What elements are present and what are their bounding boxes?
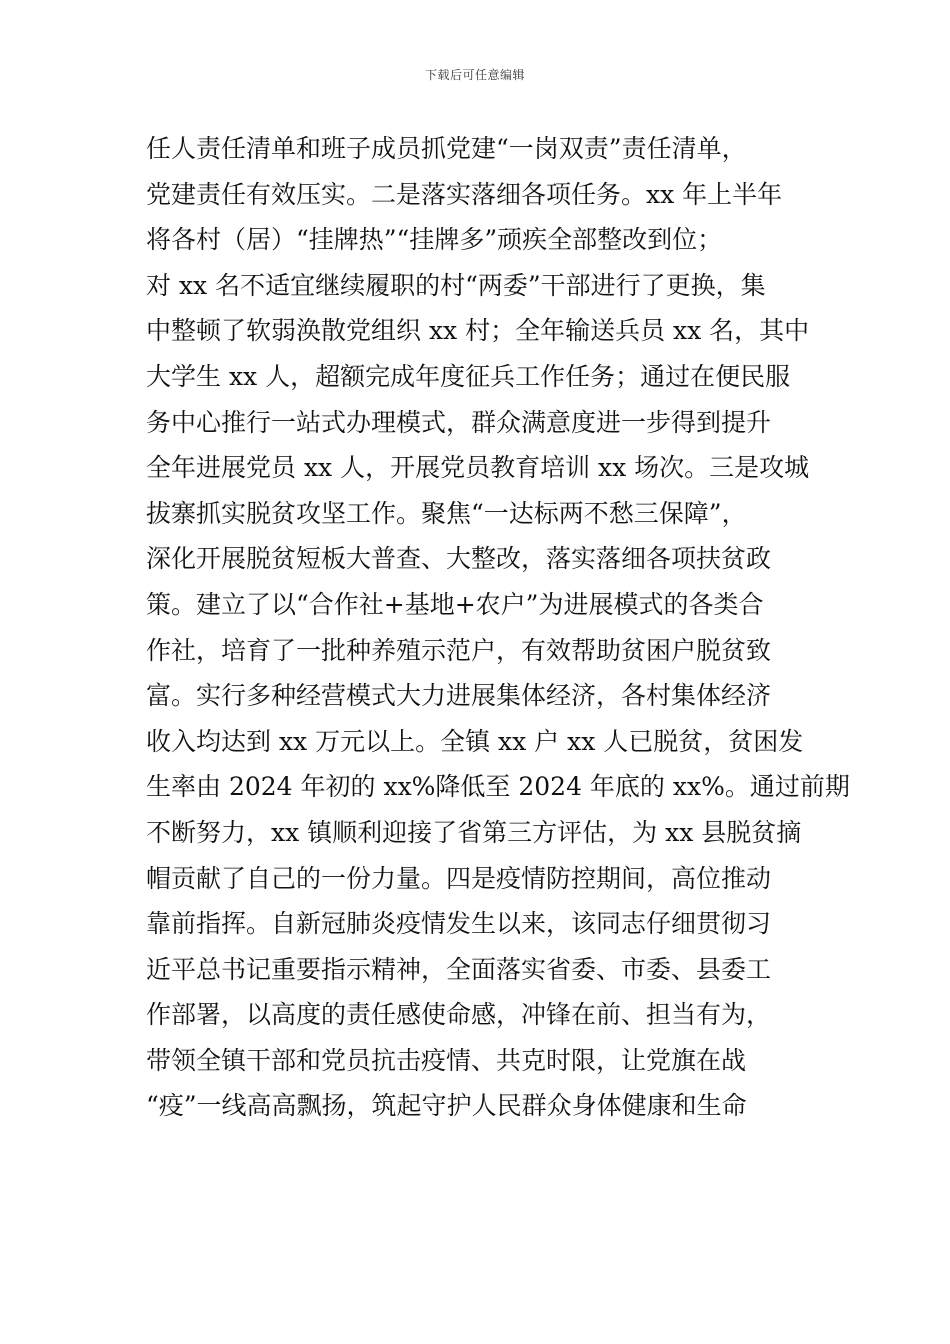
text-line: 作部署，以高度的责任感使命感，冲锋在前、担当有为， (146, 1000, 772, 1030)
text-line: “疫”一线高高飘扬，筑起守护人民群众身体健康和生命 (146, 1091, 747, 1121)
text-line: 全年进展党员 xx 人，开展党员教育培训 xx 场次。三是攻城 (146, 453, 810, 483)
text-line: 生率由 2024 年初的 xx%降低至 2024 年底的 xx%。通过前期 (146, 772, 850, 802)
text-line: 对 xx 名不适宜继续履职的村“两委”干部进行了更换，集 (146, 270, 766, 300)
text-line: 靠前指挥。自新冠肺炎疫情发生以来，该同志仔细贯彻习 (146, 909, 772, 939)
text-line: 中整顿了软弱涣散党组织 xx 村；全年输送兵员 xx 名，其中 (146, 316, 810, 346)
text-line: 任人责任清单和班子成员抓党建“一岗双责”责任清单， (146, 134, 747, 163)
text-line: 大学生 xx 人，超额完成年度征兵工作任务；通过在便民服 (146, 361, 791, 391)
text-line: 深化开展脱贫短板大普查、大整改，落实落细各项扶贫政 (146, 544, 772, 574)
text-line: 作社，培育了一批种养殖示范户，有效帮助贫困户脱贫致 (146, 635, 772, 665)
text-line: 不断努力，xx 镇顺利迎接了省第三方评估，为 xx 县脱贫摘 (146, 817, 802, 847)
text-line: 富。实行多种经营模式大力进展集体经济，各村集体经济 (146, 681, 772, 711)
text-line: 将各村（居）“挂牌热”“挂牌多”顽疾全部整改到位； (146, 225, 723, 255)
text-line: 务中心推行一站式办理模式，群众满意度进一步得到提升 (146, 407, 772, 437)
text-line: 近平总书记重要指示精神，全面落实省委、市委、县委工 (146, 954, 772, 984)
text-line: 策。建立了以“合作社+基地+农户”为进展模式的各类合 (146, 589, 764, 619)
text-line: 收入均达到 xx 万元以上。全镇 xx 户 xx 人已脱贫，贫困发 (146, 726, 804, 756)
page-header: 下载后可任意编辑 (424, 68, 525, 82)
text-line: 带领全镇干部和党员抗击疫情、共克时限，让党旗在战 (146, 1045, 747, 1075)
text-line: 党建责任有效压实。二是落实落细各项任务。xx 年上半年 (146, 179, 783, 209)
text-line: 帽贡献了自己的一份力量。四是疫情防控期间，高位推动 (146, 863, 772, 893)
text-line: 拔寨抓实脱贫攻坚工作。聚焦“一达标两不愁三保障”， (146, 498, 747, 528)
body-text (146, 126, 850, 1129)
